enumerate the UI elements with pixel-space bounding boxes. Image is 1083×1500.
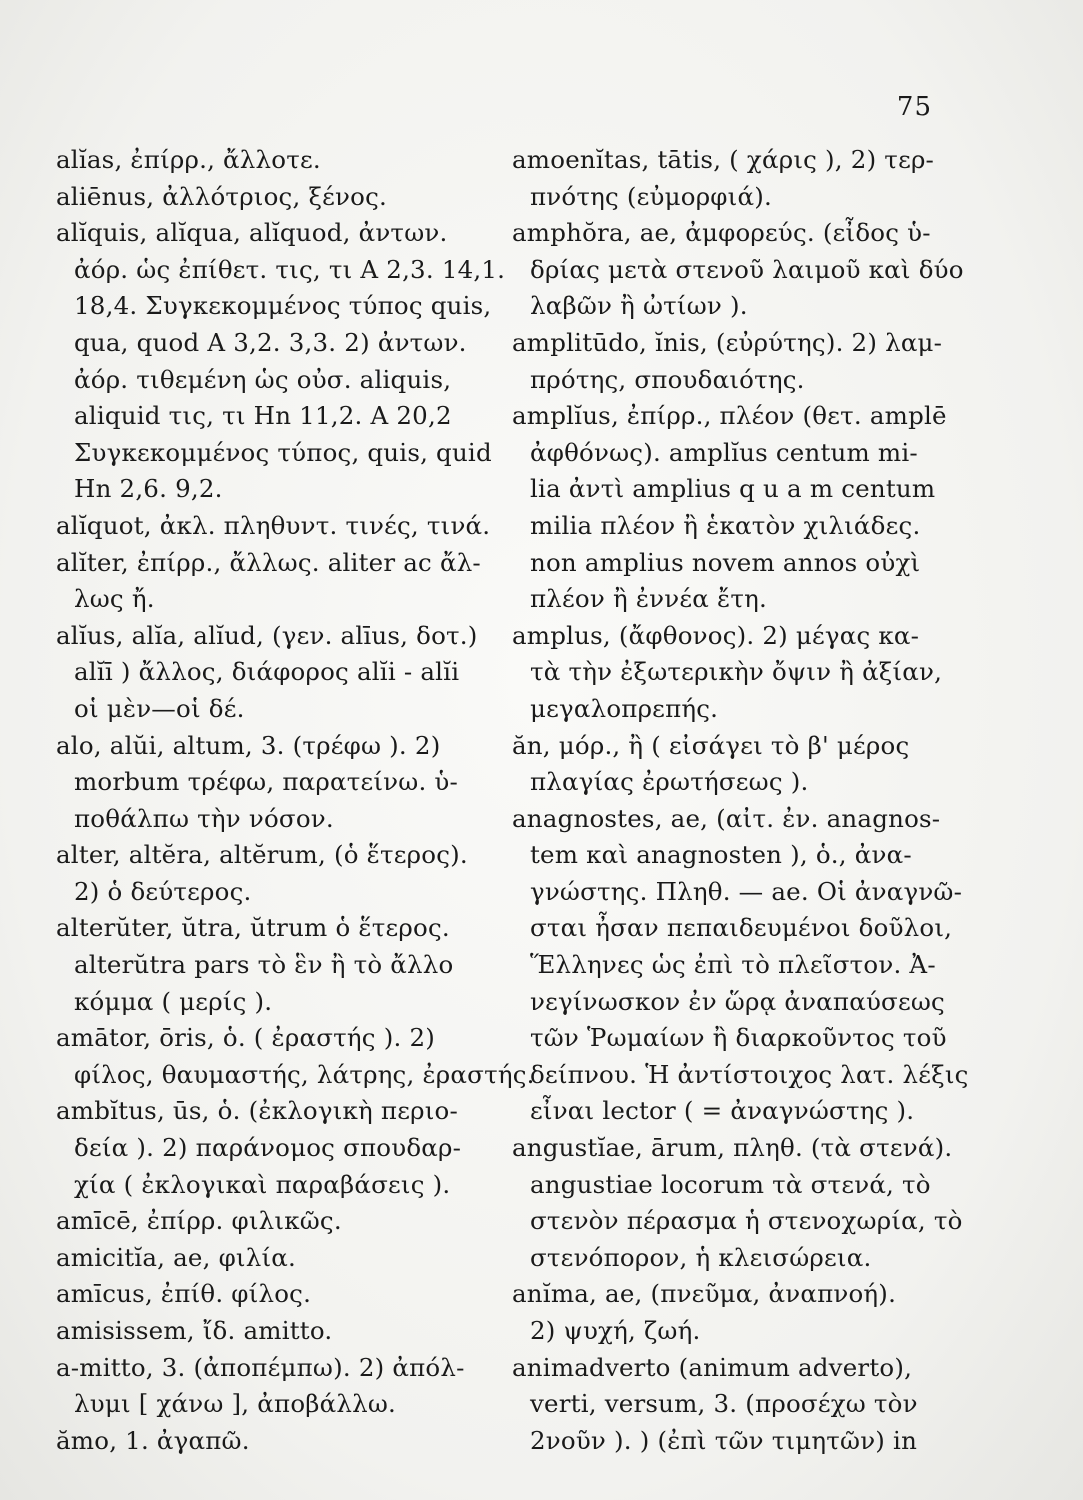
- text-line: λαβῶν ἢ ὠτίων ).: [530, 291, 748, 321]
- text-line: Ηn 2,6. 9,2.: [74, 474, 223, 504]
- page-number: 75: [896, 92, 932, 122]
- text-line: alĭī ) ἄλλος, διάφορος alĭi - alĭi: [74, 657, 460, 687]
- text-line: 2νοῦν ). ) (ἐπὶ τῶν τιμητῶν) in: [530, 1425, 918, 1455]
- text-line: λυμι [ χάνω ], ἀποβάλλω.: [74, 1389, 396, 1419]
- text-line: πλέον ἢ ἐννέα ἔτη.: [530, 584, 767, 614]
- text-line: amicitĭa, ae, φιλία.: [56, 1242, 297, 1272]
- text-line: amīcē, ἐπίρρ. φιλικῶς.: [56, 1206, 342, 1236]
- text-line: στενόπορον, ἡ κλεισώρεια.: [530, 1242, 872, 1272]
- text-line: πνότης (εὐμορφιά).: [530, 181, 772, 211]
- text-line: ἀόρ. ὡς ἐπίθετ. τις, τι Α 2,3. 14,1.: [74, 254, 506, 284]
- text-line: λως ἤ.: [74, 584, 155, 614]
- text-line: τὰ τὴν ἐξωτερικὴν ὄψιν ἢ ἀξίαν,: [530, 657, 943, 687]
- text-line: angustiae locorum τὰ στενά, τὸ: [530, 1169, 931, 1199]
- text-line: alo, alŭi, altum, 3. (τρέφω ). 2): [56, 730, 441, 760]
- text-line: amoenĭtas, tātis, ( χάρις ), 2) τερ-: [512, 145, 935, 174]
- text-line: anagnostes, ae, (αἰτ. ἐν. anagnos-: [512, 803, 941, 833]
- text-line: anĭma, ae, (πνεῦμα, ἀναπνοή).: [512, 1279, 897, 1309]
- text-line: amplus, (ἄφθονος). 2) μέγας κα-: [512, 620, 920, 650]
- text-line: Ἕλληνες ὡς ἐπὶ τὸ πλεῖστον. Ἀ-: [530, 950, 936, 980]
- text-line: γνώστης. Πληθ. — ae. Οἱ ἀναγνῶ-: [530, 876, 963, 906]
- text-line: lia ἀντὶ amplius q u a m centum: [530, 474, 936, 504]
- text-line: σται ἦσαν πεπαιδευμένοι δοῦλοι,: [530, 913, 953, 943]
- text-line: ἀφθόνως). amplĭus centum mi-: [530, 437, 918, 467]
- text-line: alĭus, alĭa, alĭud, (γεν. alīus, δοτ.): [56, 620, 478, 650]
- text-line: ἀόρ. τιθεμένη ὡς οὐσ. aliquis,: [74, 364, 452, 394]
- text-line: amphŏra, ae, ἀμφορεύς. (εἶδος ὑ-: [512, 218, 931, 248]
- text-line: φίλος, θαυμαστής, λάτρης, ἐραστής.: [74, 1059, 535, 1089]
- text-line: tem καὶ anagnosten ), ὁ., ἀνα-: [530, 840, 912, 870]
- text-line: verti, versum, 3. (προσέχω τὸν: [530, 1389, 918, 1419]
- text-line: Συγκεκομμένος τύπος, quis, quid: [74, 437, 492, 467]
- text-line: εἶναι lector ( = ἀναγνώστης ).: [530, 1096, 915, 1126]
- text-line: δεία ). 2) παράνομος σπουδαρ-: [74, 1133, 462, 1163]
- text-line: δείπνου. Ἡ ἀντίστοιχος λατ. λέξις: [530, 1059, 969, 1089]
- text-line: πρότης, σπουδαιότης.: [530, 364, 805, 394]
- text-line: amplitūdo, ĭnis, (εὐρύτης). 2) λαμ-: [512, 327, 943, 357]
- text-line: a-mitto, 3. (ἀποπέμπω). 2) ἀπόλ-: [56, 1352, 465, 1382]
- text-line: animadverto (animum adverto),: [512, 1352, 913, 1382]
- text-line: χία ( ἐκλογικαὶ παραβάσεις ).: [74, 1169, 451, 1199]
- text-line: ποθάλπω τὴν νόσον.: [74, 803, 334, 833]
- text-line: δρίας μετὰ στενοῦ λαιμοῦ καὶ δύο: [530, 254, 964, 284]
- text-line: amīcus, ἐπίθ. φίλος.: [56, 1279, 312, 1309]
- text-line: aliquid τις, τι Ηn 11,2. Α 20,2: [74, 401, 452, 431]
- text-line: τῶν Ῥωμαίων ἢ διαρκοῦντος τοῦ: [530, 1023, 947, 1053]
- text-line: morbum τρέφω, παρατείνω. ὑ-: [74, 767, 459, 797]
- text-line: νεγίνωσκον ἐν ὥρᾳ ἀναπαύσεως: [530, 986, 945, 1016]
- text-line: alĭter, ἐπίρρ., ἄλλως. aliter ac ἄλ-: [56, 547, 481, 577]
- right-column: [512, 142, 969, 1459]
- text-line: aliēnus, ἀλλότριος, ξένος.: [56, 181, 387, 211]
- text-line: πλαγίας ἐρωτήσεως ).: [530, 767, 809, 797]
- text-line: alĭas, ἐπίρρ., ἄλλοτε.: [56, 145, 321, 174]
- text-line: amplĭus, ἐπίρρ., πλέον (θετ. amplē: [512, 401, 947, 431]
- text-line: στενὸν πέρασμα ἡ στενοχωρία, τὸ: [530, 1206, 963, 1236]
- text-line: μεγαλοπρεπής.: [530, 693, 719, 723]
- text-line: angustĭae, ārum, πληθ. (τὰ στενά).: [512, 1133, 953, 1163]
- text-line: 2) ψυχή, ζωή.: [530, 1316, 701, 1345]
- text-line: 18,4. Συγκεκομμένος τύπος quis,: [74, 291, 492, 321]
- text-line: amisissem, ἴδ. amitto.: [56, 1316, 333, 1345]
- text-line: amātor, ōris, ὁ. ( ἐραστής ). 2): [56, 1023, 435, 1053]
- text-line: alter, altĕra, altĕrum, (ὁ ἕτερος).: [56, 840, 468, 870]
- text-line: ambĭtus, ūs, ὁ. (ἐκλογικὴ περιο-: [56, 1096, 458, 1126]
- text-line: milia πλέον ἢ ἑκατὸν χιλιάδες.: [530, 510, 921, 540]
- text-line: 2) ὁ δεύτερος.: [74, 876, 252, 906]
- text-line: alĭquot, ἀκλ. πληθυντ. τινές, τινά.: [56, 510, 491, 540]
- text-line: non amplius novem annos οὐχὶ: [530, 547, 921, 577]
- text-line: alterŭtra pars τὸ ἓν ἢ τὸ ἄλλο: [74, 950, 454, 980]
- text-line: ăn, μόρ., ἢ ( εἰσάγει τὸ β' μέρος: [512, 730, 910, 760]
- text-line: ămo, 1. ἀγαπῶ.: [56, 1425, 250, 1455]
- text-line: qua, quod Α 3,2. 3,3. 2) ἀντων.: [74, 327, 467, 357]
- text-line: κόμμα ( μερίς ).: [74, 986, 273, 1016]
- text-line: οἱ μὲν—οἱ δέ.: [74, 693, 245, 723]
- text-line: alterŭter, ŭtra, ŭtrum ὁ ἕτερος.: [56, 913, 450, 943]
- text-line: alĭquis, alĭqua, alĭquod, ἀντων.: [56, 218, 448, 248]
- left-column: [56, 142, 535, 1459]
